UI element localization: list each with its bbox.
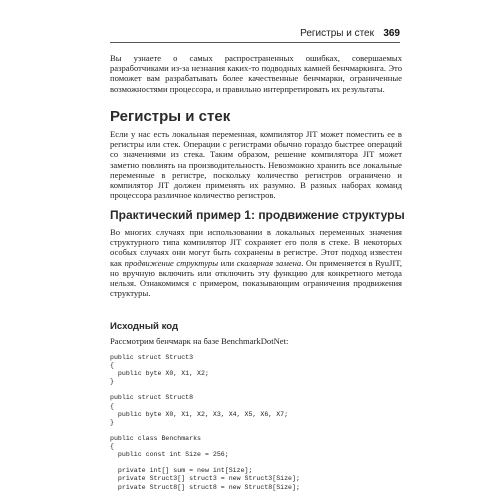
section-heading: Регистры и стек (110, 108, 231, 125)
running-header-title: Регистры и стек (300, 28, 374, 39)
subsection-paragraph (110, 227, 402, 298)
code-line: private Struct3[] struct3 = new Struct3[Size]; (110, 475, 300, 483)
page-number: 369 (383, 28, 400, 39)
section-paragraph: Если у нас есть локальная переменная, компилятор JIT может поместить ее в регистры или стек. Операции с регистрами обычно гораздо быстрее операций со значениями из стека. Таким образом, решение компилятора JIT может заметно повлиять на производительность. Невозможно хранить все локальные переменные в регистре, поскольку количество регистров ограничено и компилятор JIT должен применять их разумно. В разных наборах команд процессора различное количество регистров. (110, 129, 402, 201)
header-divider (110, 42, 400, 43)
code-line: } (110, 378, 114, 386)
code-line: { (110, 362, 114, 370)
paragraph-text: или (218, 257, 237, 268)
code-line: private int[] sum = new int[Size]; (110, 467, 253, 475)
code-line: public class Benchmarks (110, 434, 202, 442)
source-intro-text: Рассмотрим бенчмарк на базе BenchmarkDotNet: (110, 336, 289, 346)
intro-paragraph: Вы узнаете о самых распространенных ошибках, совершаемых разработчиками из-за незнания каких-то подводных камней бенчмаркинга. Это поможет вам разрабатывать более качественные бенчмарки, ограниченные возможностями процессора, и правильно интерпретировать их результаты. (110, 53, 402, 94)
italic-term: скалярная замена (236, 257, 302, 268)
paragraph-text: . Он применяется в RyuJIT, но вручную включить или отключить эту функцию для конкретного метода нельзя. Ознакомимся с примером, показывающим ограничения продвижения структуры. (110, 257, 403, 299)
code-line (110, 459, 402, 467)
code-line (110, 427, 402, 435)
paragraph-text: Во многих случаях при использовании в локальных переменных значения структурного типа компилятор JIT сохраняет его поля в стеке. В некоторых особых случаях они могут быть сохранены в регистре. Этот подход известен как (110, 227, 402, 268)
code-line: { (110, 443, 114, 451)
running-header (110, 28, 400, 41)
code-line: public struct Struct8 (110, 394, 194, 402)
italic-term: продвижение структуры (124, 257, 219, 268)
code-listing (110, 354, 402, 492)
code-line: { (110, 402, 114, 410)
code-line: } (110, 418, 114, 426)
code-line (110, 386, 402, 394)
source-code-heading: Исходный код (110, 321, 179, 332)
code-line: public byte X0, X1, X2, X3, X4, X5, X6, X7; (110, 410, 289, 418)
subsection-heading: Практический пример 1: продвижение структуры (110, 208, 405, 222)
code-line: public const int Size = 256; (110, 451, 229, 459)
code-line: public struct Struct3 (110, 354, 194, 361)
code-line: public byte X0, X1, X2; (110, 370, 209, 378)
code-line: private Struct8[] struct8 = new Struct8[Size]; (110, 483, 300, 491)
